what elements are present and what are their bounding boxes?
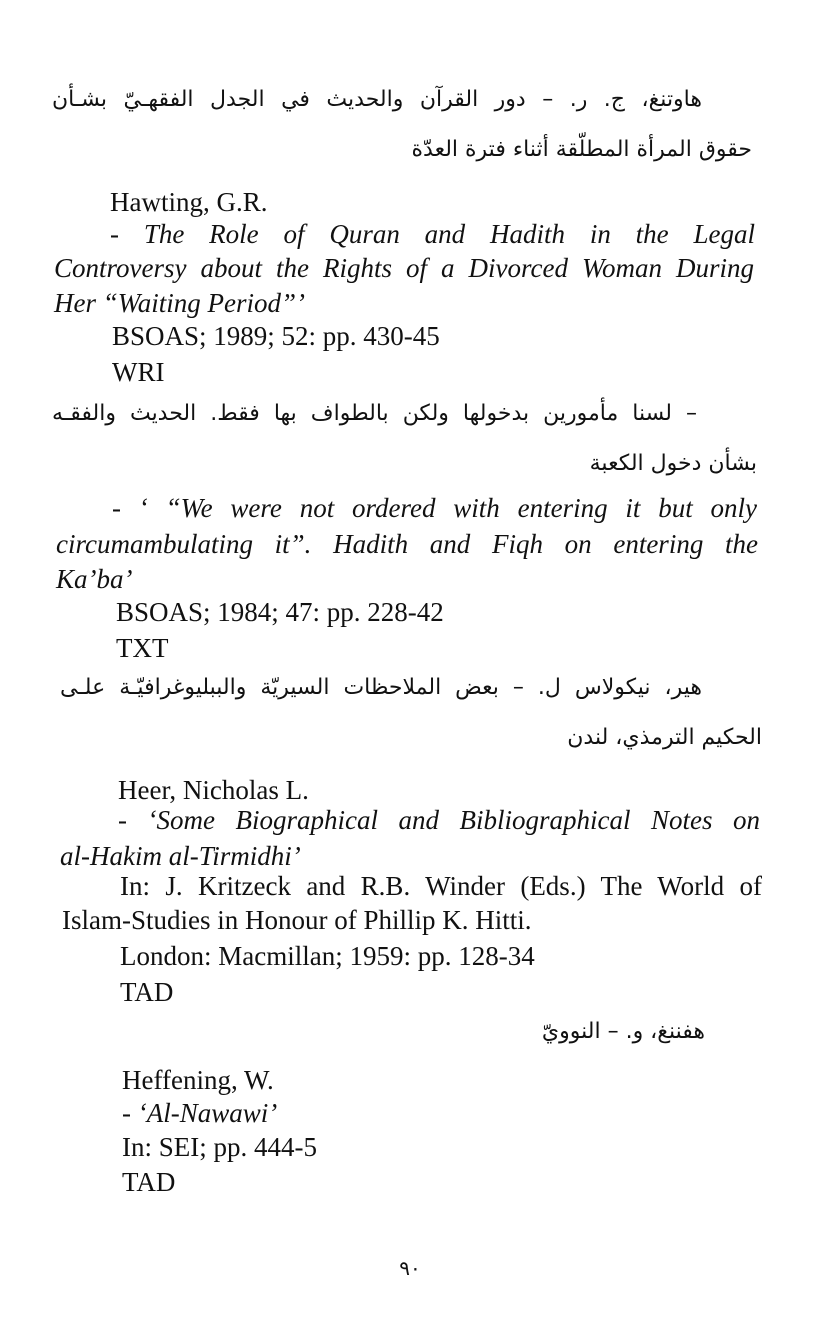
author-name: Heffening, W. [122,1065,274,1095]
title-line: - The Role of Quran and Hadith in the Legal [110,219,755,249]
citation-line: BSOAS; 1989; 52: pp. 430-45 [112,321,440,351]
title-line: Her “Waiting Period”’ [54,288,306,318]
citation-line: Islam-Studies in Honour of Phillip K. Hitti. [62,905,532,935]
arabic-line: بشأن دخول الكعبة [589,451,757,476]
citation-code: TAD [120,977,174,1007]
arabic-line: حقوق المرأة المطلّقة أثناء فترة العدّة [411,137,752,162]
arabic-line: الحكيم الترمذي، لندن [567,725,762,750]
title-line: - ‘ “We were not ordered with entering it but only [112,493,757,523]
author-name: Hawting, G.R. [110,187,268,217]
arabic-line: هاوتنغ، ج. ر. – دور القرآن والحديث في الجدل الفقهـيّ بشـأن [52,87,702,112]
arabic-line: – لسنا مأمورين بدخولها ولكن بالطواف بها فقط. الحديث والفقـه [52,401,697,426]
citation-line: In: SEI; pp. 444-5 [122,1132,317,1162]
citation-code: WRI [112,357,165,387]
citation-code: TXT [116,633,169,663]
citation-line: In: J. Kritzeck and R.B. Winder (Eds.) The World of [120,871,762,901]
title-line: Controversy about the Rights of a Divorced Woman During [54,253,754,283]
title-line: al-Hakim al-Tirmidhi’ [60,841,301,871]
title-line: Ka’ba’ [56,564,133,594]
title-line: circumambulating it”. Hadith and Fiqh on entering the [56,529,758,559]
page-number: ٩٠ [399,1256,421,1280]
citation-code: TAD [122,1167,176,1197]
arabic-line: هير، نيكولاس ل. – بعض الملاحظات السيريّة والببليوغرافيّـة علـى [60,675,702,700]
arabic-line: هفننغ، و. – النوويّ [541,1019,705,1044]
author-name: Heer, Nicholas L. [118,775,309,805]
citation-line: BSOAS; 1984; 47: pp. 228-42 [116,597,444,627]
title-line: - ‘Al-Nawawi’ [122,1098,278,1128]
title-line: - ‘Some Biographical and Bibliographical Notes on [118,805,760,835]
citation-line: London: Macmillan; 1959: pp. 128-34 [120,941,535,971]
